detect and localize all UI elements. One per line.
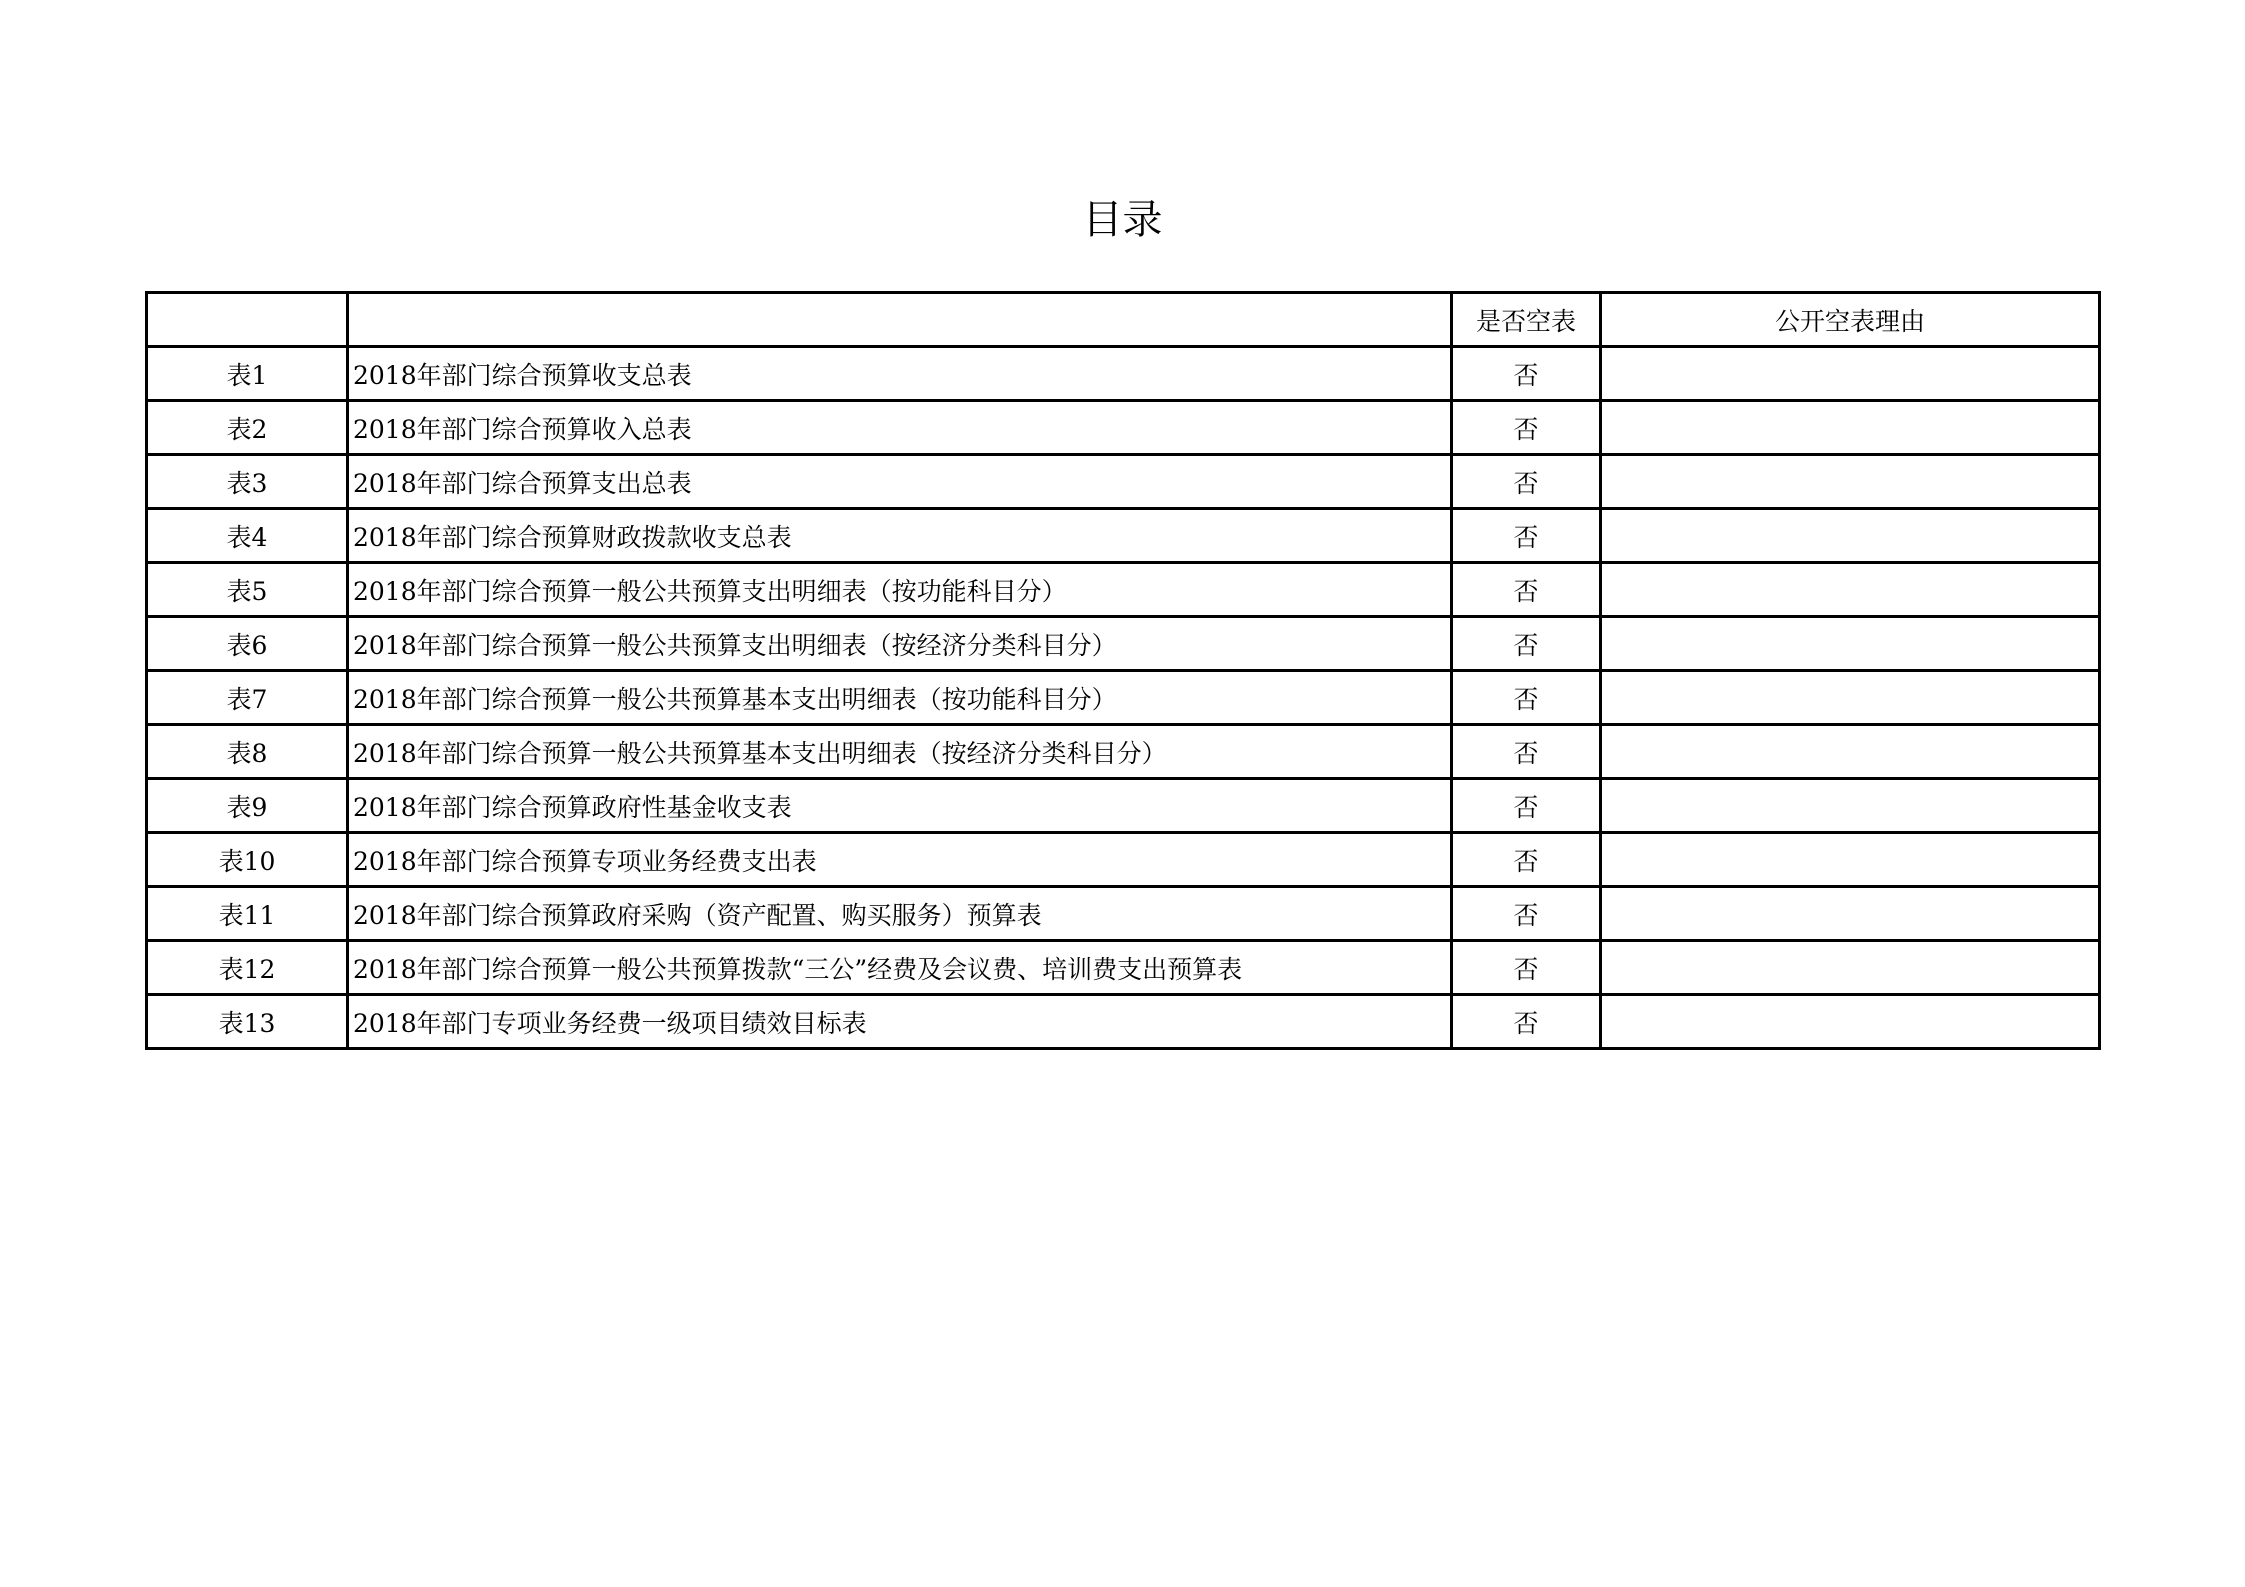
row-is-empty: 否 (1452, 833, 1601, 887)
row-name: 2018年部门综合预算一般公共预算支出明细表（按经济分类科目分） (348, 617, 1452, 671)
table-row (147, 995, 2100, 1049)
toc-table (145, 291, 2101, 1050)
row-name: 2018年部门综合预算财政拨款收支总表 (348, 509, 1452, 563)
table-row (147, 779, 2100, 833)
row-name: 2018年部门综合预算一般公共预算基本支出明细表（按经济分类科目分） (348, 725, 1452, 779)
row-reason (1601, 887, 2100, 941)
row-name: 2018年部门综合预算一般公共预算基本支出明细表（按功能科目分） (348, 671, 1452, 725)
row-no: 表7 (147, 671, 348, 725)
row-is-empty: 否 (1452, 995, 1601, 1049)
row-no: 表3 (147, 455, 348, 509)
row-reason (1601, 725, 2100, 779)
table-row (147, 725, 2100, 779)
row-reason (1601, 563, 2100, 617)
table-row (147, 941, 2100, 995)
row-no: 表1 (147, 347, 348, 401)
row-reason (1601, 833, 2100, 887)
row-name: 2018年部门综合预算收入总表 (348, 401, 1452, 455)
header-is-empty: 是否空表 (1452, 293, 1601, 347)
header-no (147, 293, 348, 347)
page-title: 目录 (1082, 197, 1163, 243)
row-is-empty: 否 (1452, 671, 1601, 725)
table-row (147, 563, 2100, 617)
table-row (147, 887, 2100, 941)
row-reason (1601, 455, 2100, 509)
row-is-empty: 否 (1452, 941, 1601, 995)
row-is-empty: 否 (1452, 563, 1601, 617)
row-reason (1601, 401, 2100, 455)
row-is-empty: 否 (1452, 455, 1601, 509)
row-no: 表6 (147, 617, 348, 671)
row-reason (1601, 779, 2100, 833)
row-is-empty: 否 (1452, 779, 1601, 833)
row-name: 2018年部门综合预算一般公共预算支出明细表（按功能科目分） (348, 563, 1452, 617)
row-no: 表12 (147, 941, 348, 995)
row-reason (1601, 509, 2100, 563)
table-header-row (147, 293, 2100, 347)
row-reason (1601, 941, 2100, 995)
row-is-empty: 否 (1452, 887, 1601, 941)
row-name: 2018年部门综合预算收支总表 (348, 347, 1452, 401)
table-row (147, 509, 2100, 563)
row-reason (1601, 995, 2100, 1049)
row-reason (1601, 347, 2100, 401)
row-no: 表8 (147, 725, 348, 779)
row-no: 表13 (147, 995, 348, 1049)
row-name: 2018年部门综合预算政府采购（资产配置、购买服务）预算表 (348, 887, 1452, 941)
table-row (147, 347, 2100, 401)
row-no: 表9 (147, 779, 348, 833)
row-is-empty: 否 (1452, 401, 1601, 455)
row-name: 2018年部门综合预算一般公共预算拨款“三公”经费及会议费、培训费支出预算表 (348, 941, 1452, 995)
row-no: 表11 (147, 887, 348, 941)
row-no: 表2 (147, 401, 348, 455)
row-no: 表5 (147, 563, 348, 617)
row-is-empty: 否 (1452, 347, 1601, 401)
row-name: 2018年部门综合预算专项业务经费支出表 (348, 833, 1452, 887)
row-no: 表4 (147, 509, 348, 563)
row-name: 2018年部门综合预算政府性基金收支表 (348, 779, 1452, 833)
row-reason (1601, 671, 2100, 725)
table-row (147, 455, 2100, 509)
row-is-empty: 否 (1452, 725, 1601, 779)
table-row (147, 671, 2100, 725)
row-no: 表10 (147, 833, 348, 887)
row-is-empty: 否 (1452, 509, 1601, 563)
table-row (147, 833, 2100, 887)
header-name (348, 293, 1452, 347)
table-row (147, 617, 2100, 671)
row-name: 2018年部门专项业务经费一级项目绩效目标表 (348, 995, 1452, 1049)
header-reason: 公开空表理由 (1601, 293, 2100, 347)
row-reason (1601, 617, 2100, 671)
row-is-empty: 否 (1452, 617, 1601, 671)
row-name: 2018年部门综合预算支出总表 (348, 455, 1452, 509)
table-row (147, 401, 2100, 455)
